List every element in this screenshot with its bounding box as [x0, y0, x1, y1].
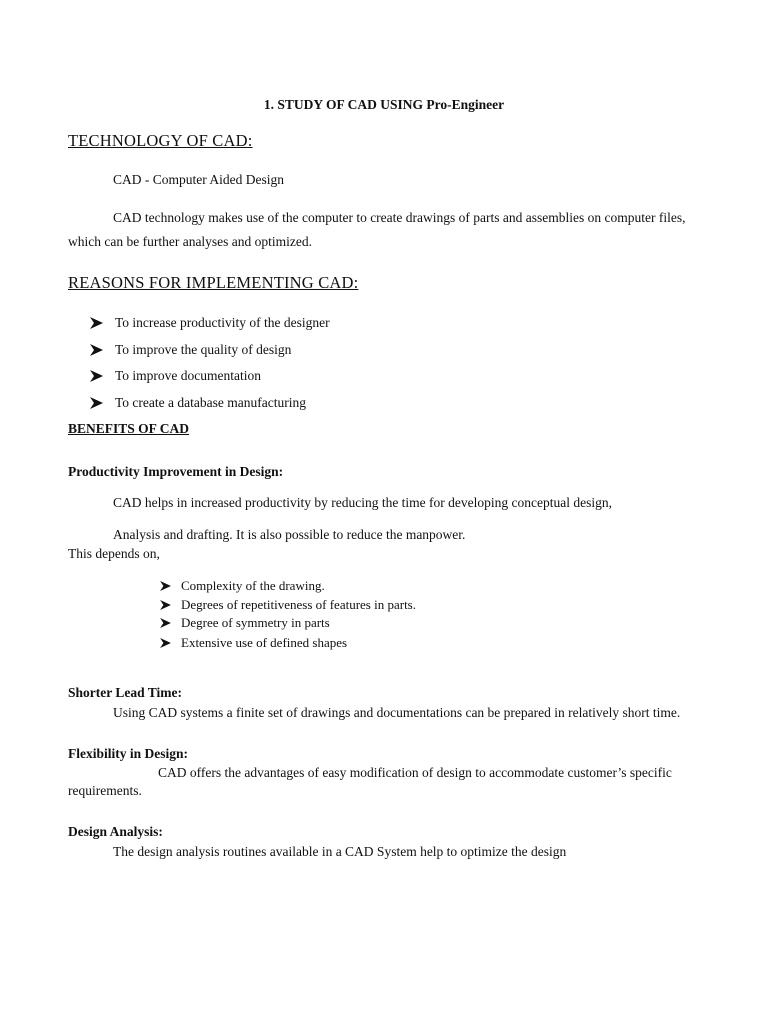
heading-technology: TECHNOLOGY OF CAD: [68, 131, 253, 150]
dependency-item-label: Degrees of repetitiveness of features in parts. [181, 597, 416, 612]
flexibility-line1: CAD offers the advantages of easy modification of design to accommodate customer’s specific [158, 765, 672, 780]
heading-lead-time: Shorter Lead Time: [68, 685, 182, 700]
technology-paragraph-line2: which can be further analyses and optimized. [68, 234, 313, 249]
dependency-item [160, 597, 416, 613]
dependency-item [160, 615, 330, 631]
productivity-line2: Analysis and drafting. It is also possible to reduce the manpower. [113, 527, 466, 542]
reason-item [90, 395, 306, 411]
heading-productivity: Productivity Improvement in Design: [68, 464, 284, 479]
reason-item [90, 315, 330, 331]
arrowhead-bullet-icon [90, 370, 103, 382]
document-title: 1. STUDY OF CAD USING Pro-Engineer [263, 97, 505, 112]
arrowhead-bullet-icon [160, 618, 171, 628]
arrowhead-bullet-icon [160, 600, 171, 610]
arrowhead-bullet-icon [160, 581, 171, 591]
reason-item [90, 342, 291, 358]
dependency-item [160, 635, 347, 651]
flexibility-line2: requirements. [68, 783, 142, 798]
heading-benefits: BENEFITS OF CAD [68, 421, 190, 436]
productivity-line1: CAD helps in increased productivity by reducing the time for developing conceptual design, [113, 495, 612, 510]
design-analysis-text: The design analysis routines available in a CAD System help to optimize the design [113, 844, 567, 859]
reason-item-label: To improve the quality of design [115, 342, 292, 357]
arrowhead-bullet-icon [160, 638, 171, 648]
dependency-item [160, 578, 325, 594]
dependency-item-label: Degree of symmetry in parts [181, 615, 330, 630]
productivity-line3: This depends on, [68, 546, 160, 561]
dependency-item-label: Complexity of the drawing. [181, 578, 325, 593]
reason-item-label: To improve documentation [115, 368, 262, 383]
lead-time-text: Using CAD systems a finite set of drawings and documentations can be prepared in relatively short time. [113, 705, 681, 720]
arrowhead-bullet-icon [90, 317, 103, 329]
arrowhead-bullet-icon [90, 344, 103, 356]
heading-flexibility: Flexibility in Design: [68, 746, 189, 761]
arrowhead-bullet-icon [90, 397, 103, 409]
technology-paragraph-line1: CAD technology makes use of the computer to create drawings of parts and assemblies on computer files, [113, 210, 686, 225]
heading-design-analysis: Design Analysis: [68, 824, 163, 839]
reason-item-label: To increase productivity of the designer [115, 315, 330, 330]
reason-item-label: To create a database manufacturing [115, 395, 306, 410]
heading-reasons: REASONS FOR IMPLEMENTING CAD: [68, 273, 359, 292]
cad-definition: CAD - Computer Aided Design [113, 172, 284, 187]
reason-item [90, 368, 261, 384]
dependency-item-label: Extensive use of defined shapes [181, 635, 348, 650]
